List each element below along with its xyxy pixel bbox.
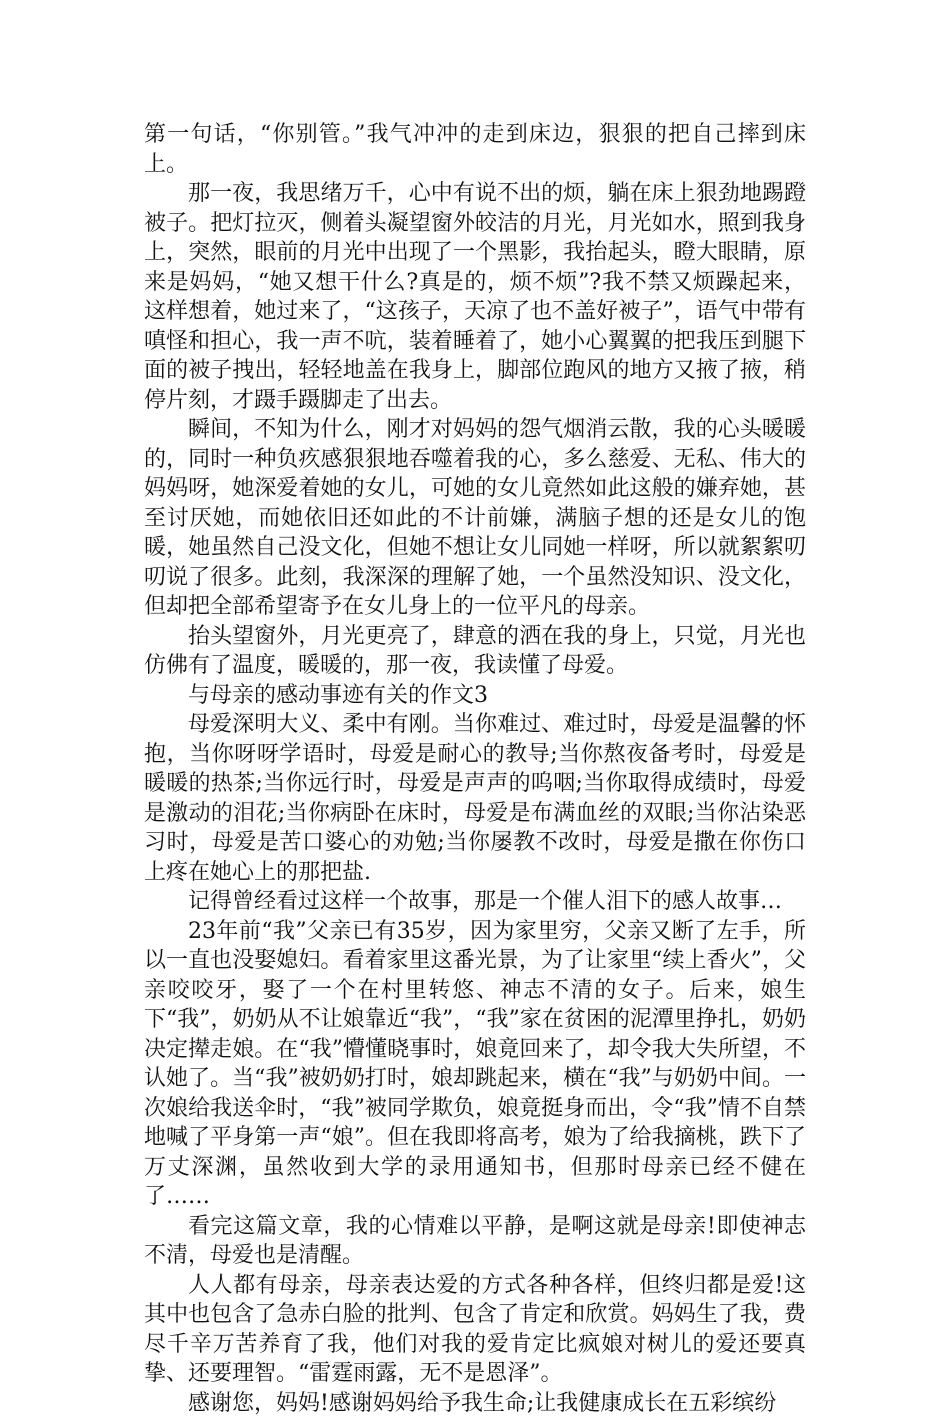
paragraph-10: 感谢您，妈妈!感谢妈妈给予我生命;让我健康成长在五彩缤纷: [144, 1389, 806, 1418]
paragraph-6: 记得曾经看过这样一个故事，那是一个催人泪下的感人故事…: [144, 887, 806, 917]
paragraph-2: 那一夜，我思绪万千，心中有说不出的烦，躺在床上狠劲地踢蹬被子。把灯拉灭，侧着头凝望窗外皎洁的月光，月光如水，照到我身上，突然，眼前的月光中出现了一个黑影，我抬起头，瞪大眼睛，原来是妈妈，“她又想干什么?真是的，烦不烦”?我不禁又烦躁起来，这样想着，她过来了，“这孩子，天凉了也不盖好被子”，语气中带有嗔怪和担心，我一声不吭，装着睡着了，她小心翼翼的把我压到腿下面的被子拽出，轻轻地盖在我身上，脚部位跑风的地方又掖了掖，稍停片刻，才蹑手蹑脚走了出去。: [144, 179, 806, 415]
paragraph-7: 23年前“我”父亲已有35岁，因为家里穷，父亲又断了左手，所以一直也没娶媳妇。看着家里这番光景，为了让家里“续上香火”，父亲咬咬牙，娶了一个在村里转悠、神志不清的女子。后来，娘生下“我”，奶奶从不让娘靠近“我”，“我”家在贫困的泥潭里挣扎，奶奶决定撵走娘。在“我”懵懂晓事时，娘竟回来了，却令我大失所望，不认她了。当“我”被奶奶打时，娘却跳起来，横在“我”与奶奶中间。一次娘给我送伞时，“我”被同学欺负，娘竟挺身而出，令“我”情不自禁地喊了平身第一声“娘”。但在我即将高考，娘为了给我摘桃，跌下了万丈深渊，虽然收到大学的录用通知书，但那时母亲已经不健在了……: [144, 917, 806, 1212]
paragraph-8: 看完这篇文章，我的心情难以平静，是啊这就是母亲!即使神志不清，母爱也是清醒。: [144, 1212, 806, 1271]
paragraph-5: 母爱深明大义、柔中有刚。当你难过、难过时，母爱是温馨的怀抱，当你呀呀学语时，母爱是耐心的教导;当你熬夜备考时，母爱是暖暖的热茶;当你远行时，母爱是声声的呜咽;当你取得成绩时，母爱是激动的泪花;当你病卧在床时，母爱是布满血丝的双眼;当你沾染恶习时，母爱是苦口婆心的劝勉;当你屡教不改时，母爱是撒在你伤口上疼在她心上的那把盐.: [144, 710, 806, 887]
paragraph-1: 第一句话，“你别管。”我气冲冲的走到床边，狠狠的把自己摔到床上。: [144, 120, 806, 179]
section-heading: 与母亲的感动事迹有关的作文3: [144, 681, 806, 711]
paragraph-3: 瞬间，不知为什么，刚才对妈妈的怨气烟消云散，我的心头暖暖的，同时一种负疚感狠狠地吞噬着我的心，多么慈爱、无私、伟大的妈妈呀，她深爱着她的女儿，可她的女儿竟然如此这般的嫌弃她，甚至讨厌她，而她依旧还如此的不计前嫌，满脑子想的还是女儿的饱暖，她虽然自己没文化，但她不想让女儿同她一样呀，所以就絮絮叨叨说了很多。此刻，我深深的理解了她，一个虽然没知识、没文化，但却把全部希望寄予在女儿身上的一位平凡的母亲。: [144, 415, 806, 622]
paragraph-9: 人人都有母亲，母亲表达爱的方式各种各样，但终归都是爱!这其中也包含了急赤白脸的批判、包含了肯定和欣赏。妈妈生了我，费尽千辛万苦养育了我，他们对我的爱肯定比疯娘对树儿的爱还要真挚、还要理智。“雷霆雨露，无不是恩泽”。: [144, 1271, 806, 1389]
paragraph-4: 抬头望窗外，月光更亮了，肆意的洒在我的身上，只觉，月光也仿佛有了温度，暖暖的，那一夜，我读懂了母爱。: [144, 622, 806, 681]
body-text: [144, 120, 806, 1418]
